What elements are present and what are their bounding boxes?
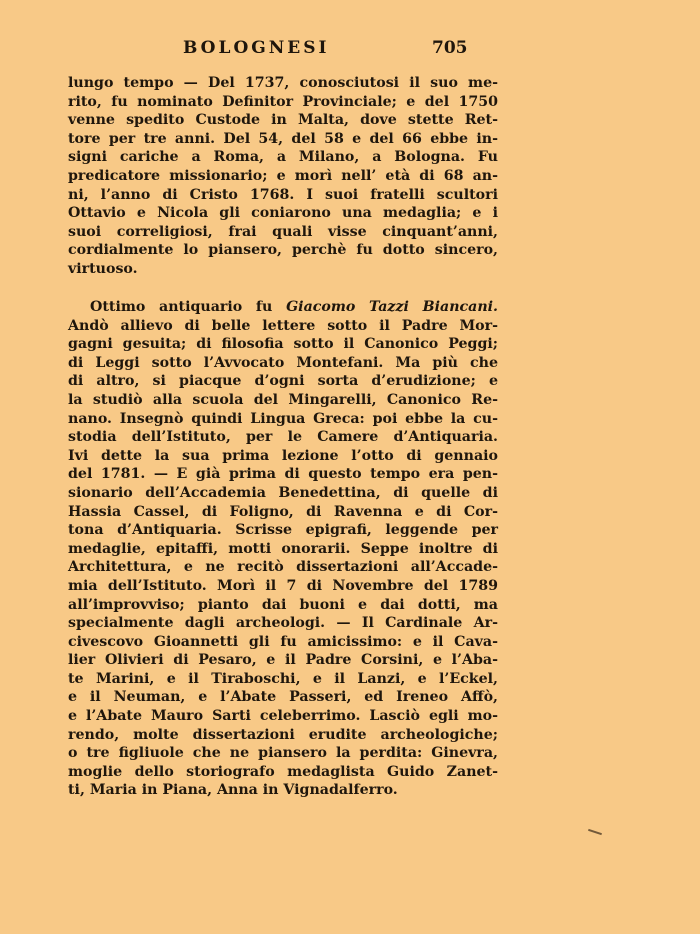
text-line: sionario dell’Accademia Benedettina, di quelle di [68, 484, 498, 501]
text-line: signi cariche a Roma, a Milano, a Bologna. Fu [68, 149, 498, 166]
paper-blemish [588, 829, 602, 835]
text-line: suoi correligiosi, frai quali visse cinquant’anni, [68, 223, 498, 240]
text-line: e il Neuman, e l’Abate Passeri, ed Ireneo Affò, [68, 689, 498, 706]
text-line: ti, Maria in Piana, Anna in Vignadalferro. [68, 782, 398, 799]
paragraph-2 [68, 298, 498, 800]
text-line: e l’Abate Mauro Sarti celeberrimo. Lasciò egli mo- [68, 708, 498, 725]
text-line: nano. Insegnò quindi Lingua Greca: poi ebbe la cu- [68, 410, 498, 427]
text-line: te Marini, e il Tiraboschi, e il Lanzi, e l’Eckel, [68, 670, 498, 687]
page-number: 705 [432, 38, 468, 58]
text-line: di altro, si piacque d’ogni sorta d’erudizione; e [68, 373, 498, 390]
text-line: del 1781. — E già prima di questo tempo era pen- [68, 466, 498, 483]
text-line-opening [68, 298, 498, 317]
page-header [0, 38, 700, 64]
text-line: venne spedito Custode in Malta, dove stette Ret- [68, 112, 498, 129]
person-name-italic: Giacomo Tazzi Biancani. [286, 299, 498, 315]
text-line: mia dell’Istituto. Morì il 7 di Novembre del 1789 [68, 577, 498, 594]
text-line: Andò allievo di belle lettere sotto il Padre Mor- [68, 317, 498, 334]
text-line: la studiò alla scuola del Mingarelli, Canonico Re- [68, 391, 498, 408]
text-line: o tre figliuole che ne piansero la perdita: Ginevra, [68, 745, 498, 762]
text-line: civescovo Gioannetti gli fu amicissimo: e il Cava- [68, 633, 498, 650]
text-line: virtuoso. [68, 260, 138, 277]
text-line: Hassia Cassel, di Foligno, di Ravenna e di Cor- [68, 503, 498, 520]
text-line: cordialmente lo piansero, perchè fu dotto sincero, [68, 242, 498, 259]
running-title: BOLOGNESI [183, 38, 330, 58]
text-line: rito, fu nominato Definitor Provinciale; e del 1750 [68, 93, 498, 110]
text-line: tona d’Antiquaria. Scrisse epigrafi, leggende per [68, 522, 498, 539]
text-line: all’improvviso; pianto dai buoni e dai dotti, ma [68, 596, 498, 613]
text-line: gagni gesuita; di filosofia sotto il Canonico Peggi; [68, 336, 498, 353]
text-line: lungo tempo — Del 1737, conosciutosi il suo me- [68, 75, 498, 91]
text-line: specialmente dagli archeologi. — Il Cardinale Ar- [68, 615, 498, 632]
text-line: Ottavio e Nicola gli coniarono una medaglia; e i [68, 205, 498, 222]
text-line: lier Olivieri di Pesaro, e il Padre Corsini, e l’Aba- [68, 652, 498, 669]
text-line: predicatore missionario; e morì nell’ età di 68 an- [68, 167, 498, 184]
text-line: ni, l’anno di Cristo 1768. I suoi fratelli scultori [68, 186, 498, 203]
text-line: tore per tre anni. Del 54, del 58 e del 66 ebbe in- [68, 130, 498, 147]
text-line: moglie dello storiografo medaglista Guido Zanet- [68, 763, 498, 780]
opening-text: Ottimo antiquario fu [90, 299, 287, 315]
text-line: rendo, molte dissertazioni erudite archeologiche; [68, 726, 498, 743]
text-line: di Leggi sotto l’Avvocato Montefani. Ma più che [68, 354, 498, 371]
text-line: Architettura, e ne recitò dissertazioni all’Accade- [68, 559, 498, 576]
text-line: Ivi dette la sua prima lezione l’otto di gennaio [68, 447, 498, 464]
text-line: stodia dell’Istituto, per le Camere d’Antiquaria. [68, 429, 498, 446]
text-line: medaglie, epitaffi, motti onorarii. Seppe inoltre di [68, 540, 498, 557]
paragraph-1 [68, 74, 498, 279]
